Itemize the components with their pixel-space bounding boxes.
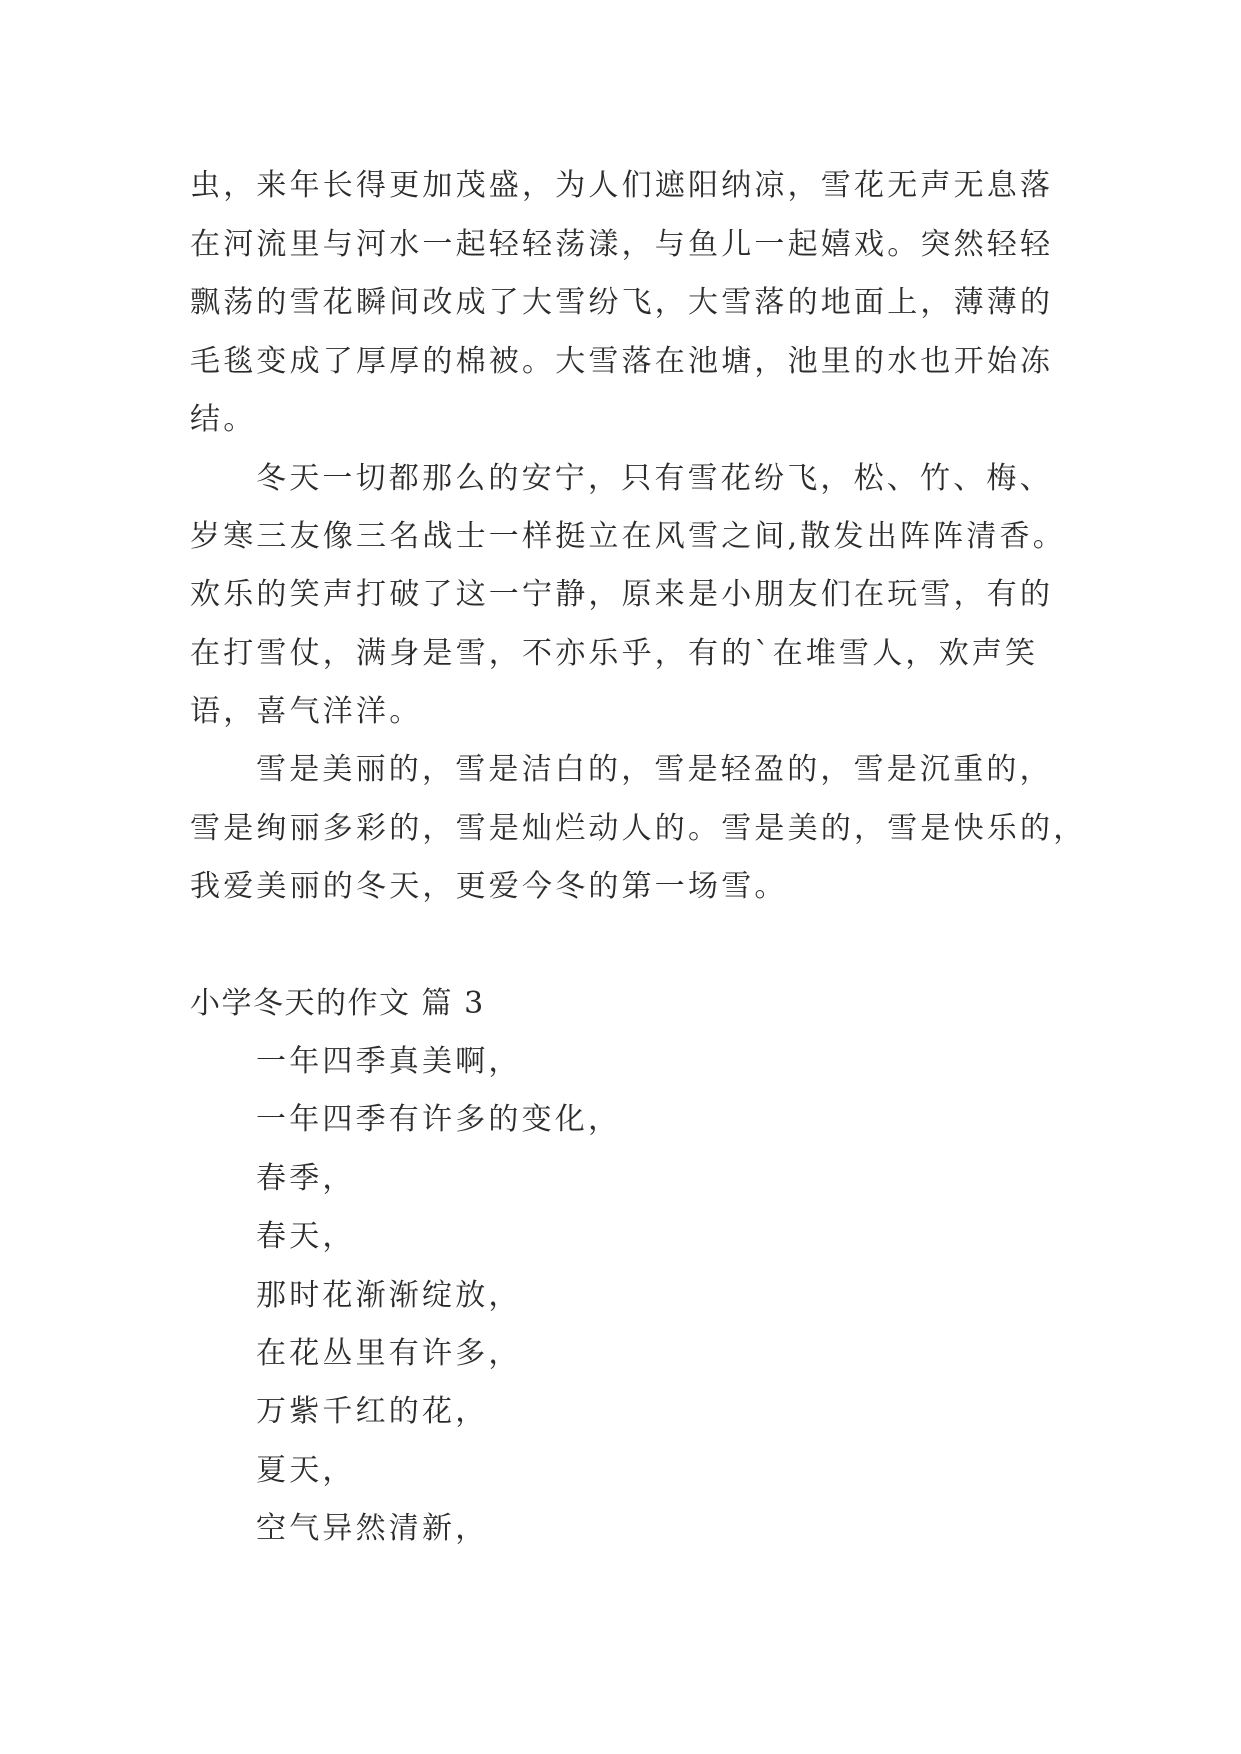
poem-line: 一年四季有许多的变化，	[256, 1102, 622, 1137]
poem-line: 空气异然清新，	[256, 1511, 489, 1546]
poem-line: 夏天，	[256, 1453, 356, 1488]
poem-line: 在花丛里有许多，	[256, 1336, 522, 1371]
paragraph-line: 在打雪仗，满身是雪，不亦乐乎，有的`在堆雪人，欢声笑	[190, 636, 1039, 671]
poem-line: 一年四季真美啊，	[256, 1044, 522, 1079]
paragraph-line: 毛毯变成了厚厚的棉被。大雪落在池塘，池里的水也开始冻	[190, 344, 1054, 379]
poem-line: 春季，	[256, 1161, 356, 1196]
poem-line: 万紫千红的花，	[256, 1394, 489, 1429]
paragraph-line: 雪是绚丽多彩的，雪是灿烂动人的。雪是美的，雪是快乐的，	[190, 811, 1087, 846]
paragraph-line: 冬天一切都那么的安宁，只有雪花纷飞，松、竹、梅、	[256, 461, 1053, 496]
paragraph-line: 结。	[190, 402, 257, 437]
paragraph-line: 欢乐的笑声打破了这一宁静，原来是小朋友们在玩雪，有的	[190, 577, 1054, 612]
paragraph-line: 虫，来年长得更加茂盛，为人们遮阳纳凉，雪花无声无息落	[190, 168, 1054, 203]
paragraph-line: 我爱美丽的冬天，更爱今冬的第一场雪。	[190, 869, 788, 904]
paragraph-line: 雪是美丽的，雪是洁白的，雪是轻盈的，雪是沉重的，	[256, 752, 1053, 787]
paragraph-line: 语，喜气洋洋。	[190, 694, 423, 729]
paragraph-line: 岁寒三友像三名战士一样挺立在风雪之间,散发出阵阵清香。	[190, 519, 1066, 554]
paragraph-line: 飘荡的雪花瞬间改成了大雪纷飞，大雪落的地面上，薄薄的	[190, 285, 1054, 320]
section-heading: 小学冬天的作文 篇 3	[190, 986, 485, 1021]
paragraph-line: 在河流里与河水一起轻轻荡漾，与鱼儿一起嬉戏。突然轻轻	[190, 227, 1054, 262]
poem-line: 春天，	[256, 1219, 356, 1254]
poem-line: 那时花渐渐绽放，	[256, 1278, 522, 1313]
